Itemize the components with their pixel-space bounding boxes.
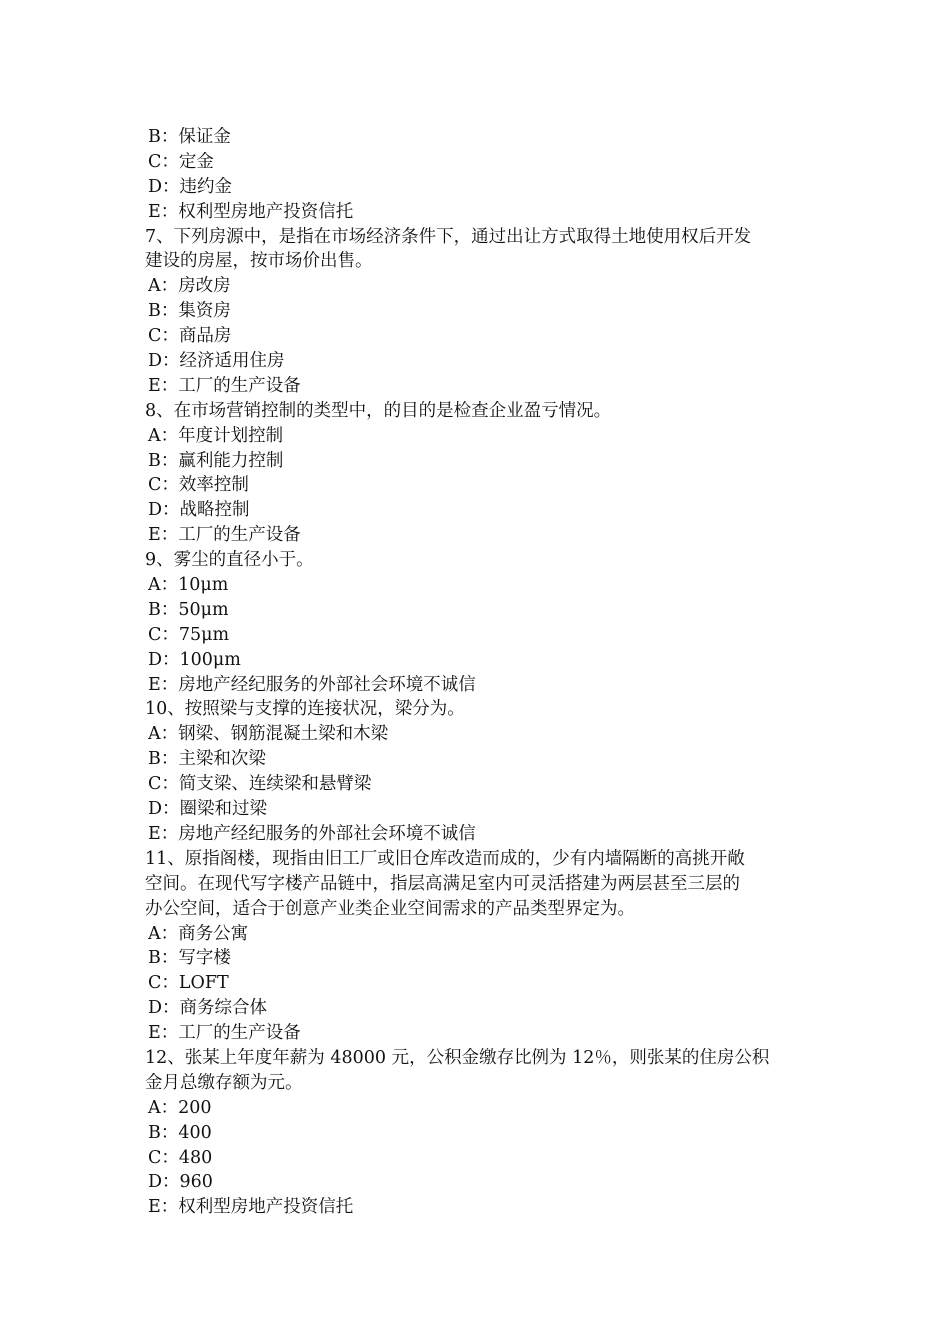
answer-option: C：480 — [148, 1147, 213, 1168]
question-text — [145, 548, 810, 573]
answer-option: D：经济适用住房 — [148, 351, 285, 372]
answer-option: A：钢梁、钢筋混凝土梁和木梁 — [148, 724, 389, 745]
answer-option: E：权利型房地产投资信托 — [148, 1197, 354, 1218]
answer-option: C：定金 — [148, 151, 214, 172]
answer-option: C：效率控制 — [148, 475, 249, 496]
question-line: 10、按照梁与支撑的连接状况，梁分为。 — [145, 699, 465, 720]
answer-option: D：违约金 — [148, 176, 233, 197]
answer-option: E：工厂的生产设备 — [148, 375, 301, 396]
question-line: 7、下列房源中，是指在市场经济条件下，通过出让方式取得土地使用权后开发 — [145, 226, 752, 247]
answer-option: A：10μm — [148, 575, 229, 596]
answer-option: C：75μm — [148, 624, 230, 645]
answer-option: D：商务综合体 — [148, 998, 268, 1019]
question-text — [145, 697, 810, 722]
question-text — [145, 399, 810, 424]
answer-option: E：房地产经纪服务的外部社会环境不诚信 — [148, 823, 476, 844]
answer-option: E：工厂的生产设备 — [148, 525, 301, 546]
question-line: 12、张某上年度年薪为 48000 元，公积金缴存比例为 12％，则张某的住房公积 — [145, 1047, 770, 1068]
answer-option: B：集资房 — [148, 301, 231, 322]
answer-option: A：房改房 — [148, 276, 231, 297]
question-line: 9、雾尘的直径小于。 — [145, 550, 314, 571]
answer-option: A：年度计划控制 — [148, 425, 284, 446]
answer-option: D：战略控制 — [148, 500, 250, 521]
question-line: 金月总缴存额为元。 — [145, 1072, 303, 1093]
question-line: 11、原指阁楼，现指由旧工厂或旧仓库改造而成的，少有内墙隔断的高挑开敞 — [145, 848, 745, 869]
question-text — [145, 847, 810, 922]
document-page — [145, 125, 810, 1220]
answer-option: B：保证金 — [148, 127, 231, 147]
question-line: 建设的房屋，按市场价出售。 — [145, 251, 373, 272]
question-line: 8、在市场营销控制的类型中，的目的是检查企业盈亏情况。 — [145, 400, 612, 421]
answer-option: B：赢利能力控制 — [148, 450, 284, 471]
answer-option: B：主梁和次梁 — [148, 749, 266, 770]
question-text — [145, 225, 810, 275]
answer-option: E：房地产经纪服务的外部社会环境不诚信 — [148, 674, 476, 695]
answer-option: D：100μm — [148, 649, 241, 670]
answer-option: B：400 — [148, 1122, 212, 1143]
answer-option: A：商务公寓 — [148, 923, 249, 944]
answer-option: B：写字楼 — [148, 948, 231, 969]
answer-option: C：商品房 — [148, 326, 232, 347]
question-line: 办公空间，适合于创意产业类企业空间需求的产品类型界定为。 — [145, 898, 635, 919]
answer-option: E：权利型房地产投资信托 — [148, 201, 354, 222]
answer-option: C：简支梁、连续梁和悬臂梁 — [148, 774, 372, 795]
answer-option: A：200 — [148, 1097, 212, 1118]
answer-option: D：960 — [148, 1172, 213, 1193]
answer-option: E：工厂的生产设备 — [148, 1023, 301, 1044]
answer-option: C：LOFT — [148, 973, 229, 994]
answer-option: D：圈梁和过梁 — [148, 799, 268, 820]
question-text — [145, 1046, 810, 1096]
question-line: 空间。在现代写字楼产品链中，指层高满足室内可灵活搭建为两层甚至三层的 — [145, 873, 740, 894]
answer-option: B：50μm — [148, 599, 229, 620]
